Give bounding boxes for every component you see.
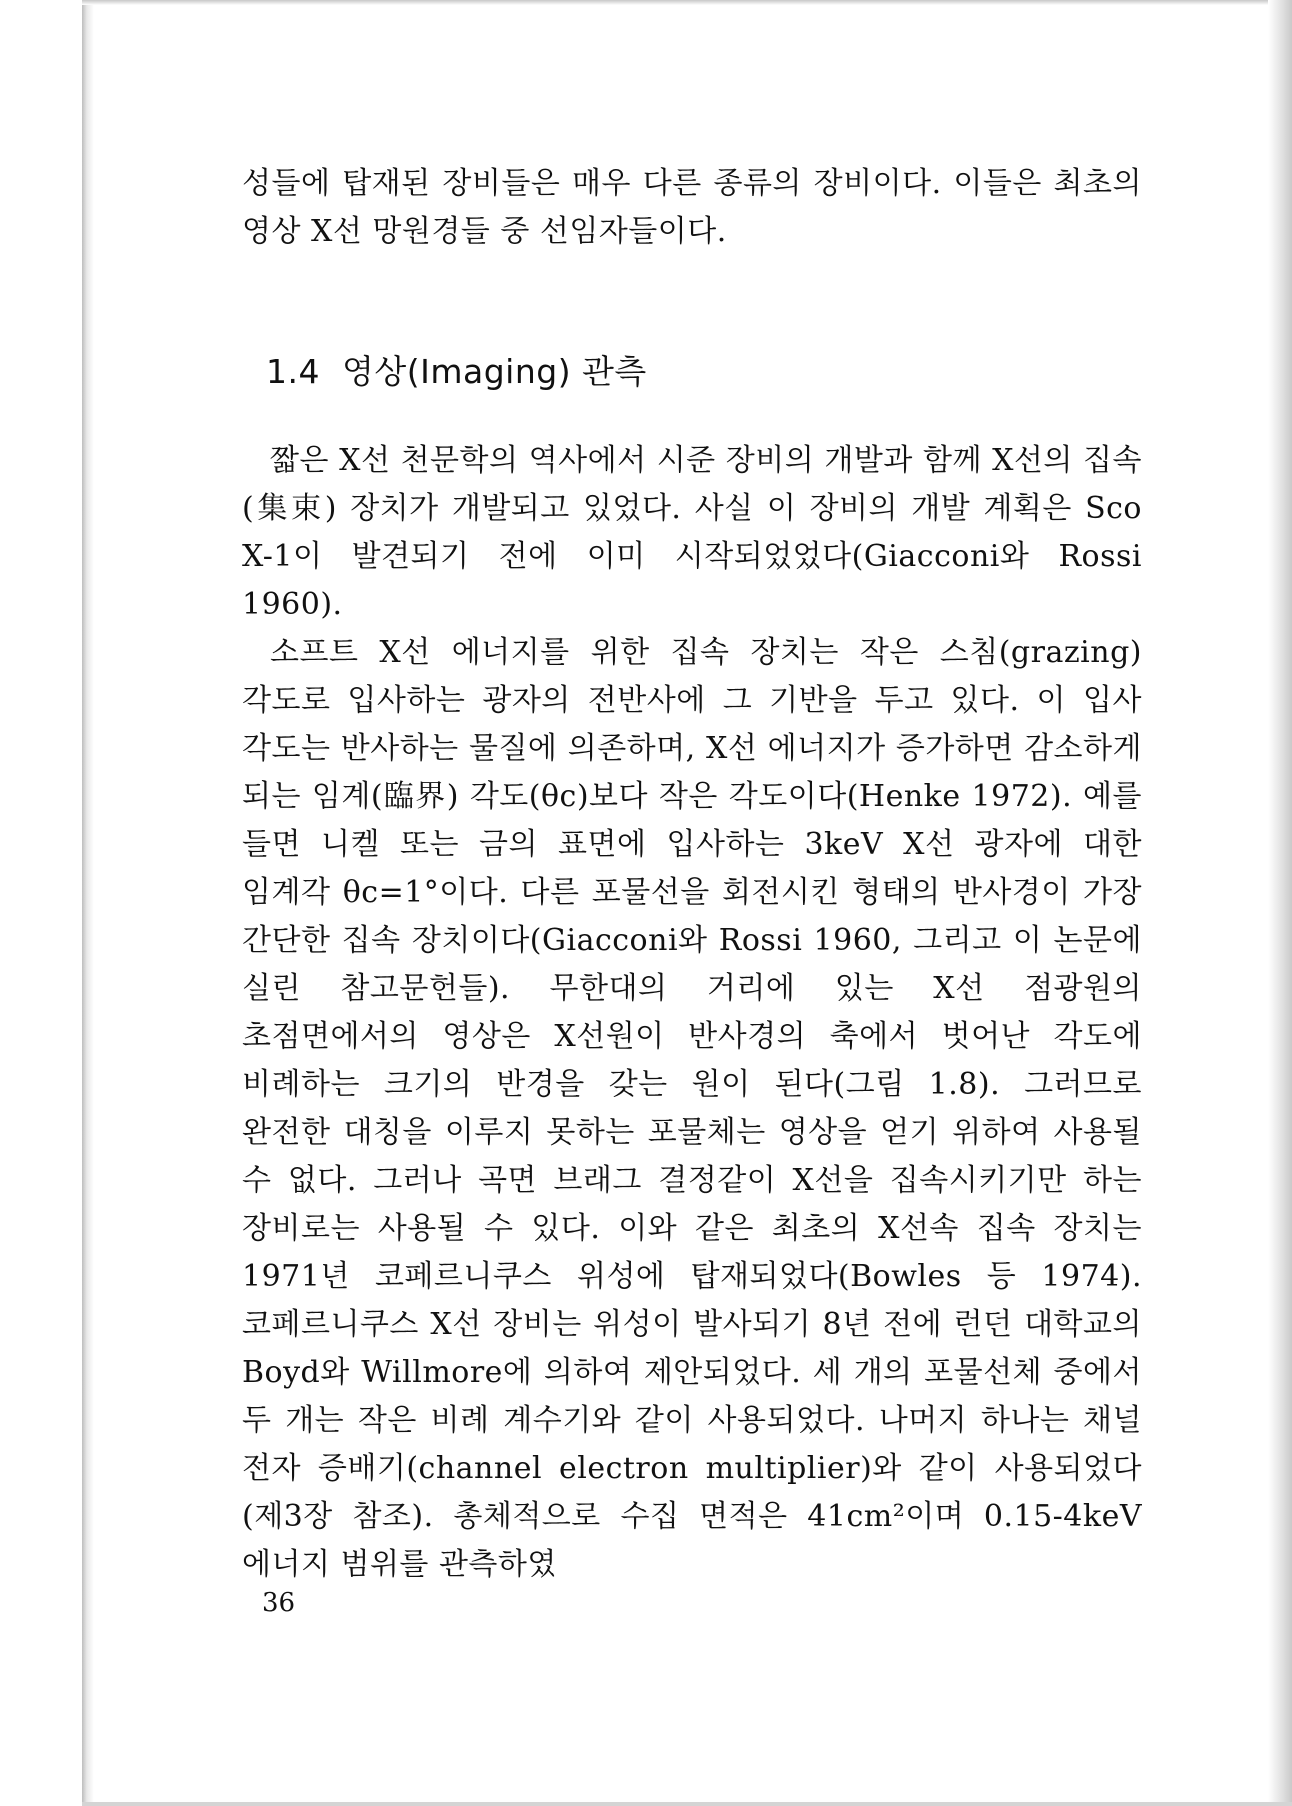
body-paragraph-1: 짧은 X선 천문학의 역사에서 시준 장비의 개발과 함께 X선의 집속(集束) 장치가 개발되고 있었다. 사실 이 장비의 개발 계획은 Sco X-1이 발견되기 전에 이미 시작되었었다(Giacconi와 Rossi 1960). xyxy=(242,443,1142,622)
section-heading xyxy=(266,346,1142,393)
page-right-shadow xyxy=(1268,0,1292,1806)
page-bottom-edge xyxy=(82,1802,1292,1806)
body-paragraph-2: 소프트 X선 에너지를 위한 집속 장치는 작은 스침(grazing) 각도로 입사하는 광자의 전반사에 그 기반을 두고 있다. 이 입사 각도는 반사하는 물질에 의존하며, X선 에너지가 증가하면 감소하게 되는 임계(臨界) 각도(θc)보다 작은 각도이다(Henke 1972). 예를 들면 니켈 또는 금의 표면에 입사하는 3keV X선 광자에 대한 임계각 θc=1°이다. 다른 포물선을 회전시킨 형태의 반사경이 가장 간단한 집속 장치이다(Giacconi와 Rossi 1960, 그리고 이 논문에 실린 참고문헌들). 무한대의 거리에 있는 X선 점광원의 초점면에서의 영상은 X선원이 반사경의 축에서 벗어난 각도에 비례하는 크기의 반경을 갖는 원이 된다(그림 1.8). 그러므로 완전한 대칭을 이루지 못하는 포물체는 영상을 얻기 위하여 사용될 수 없다. 그러나 곡면 브래그 결정같이 X선을 집속시키기만 하는 장비로는 사용될 수 있다. 이와 같은 최초의 X선속 집속 장치는 1971년 코페르니쿠스 위성에 탑재되었다(Bowles 등 1974). 코페르니쿠스 X선 장비는 위성이 발사되기 8년 전에 런던 대학교의 Boyd와 Willmore에 의하여 제안되었다. 세 개의 포물선체 중에서 두 개는 작은 비례 계수기와 같이 사용되었다. 나머지 하나는 채널 전자 증배기(channel electron multiplier)와 같이 사용되었다(제3장 참조). 총체적으로 수집 면적은 41cm²이며 0.15-4keV 에너지 범위를 관측하였 xyxy=(242,635,1142,1582)
section-number: 1.4 xyxy=(266,352,320,391)
page-content xyxy=(242,160,1142,1589)
section-title: 영상(Imaging) 관측 xyxy=(341,352,647,391)
intro-paragraph: 성들에 탑재된 장비들은 매우 다른 종류의 장비이다. 이들은 최초의 영상 X선 망원경들 중 선임자들이다. xyxy=(242,166,1142,249)
page-top-edge xyxy=(82,0,1292,5)
page-number: 36 xyxy=(262,1588,296,1618)
book-binding-edge xyxy=(82,0,94,1806)
